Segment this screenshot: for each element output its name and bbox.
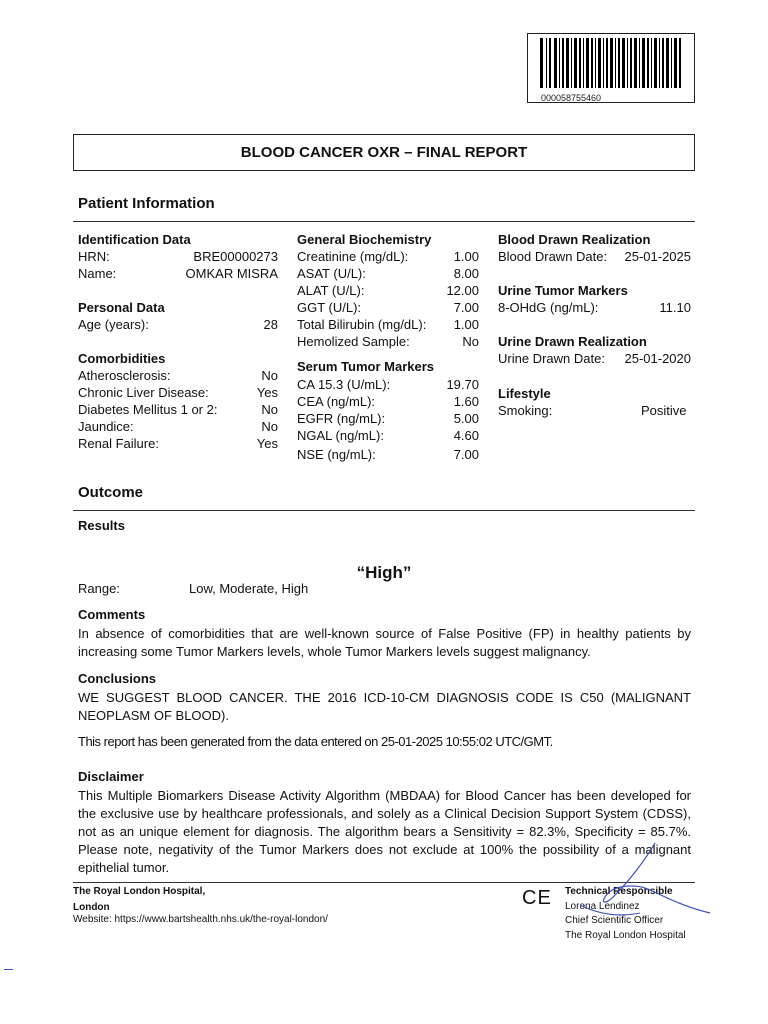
biochemistry-row [297, 266, 479, 282]
comorbidity-row [78, 368, 278, 384]
biochemistry-value: No [462, 334, 479, 349]
comments-text: In absence of comorbidities that are well-known source of False Positive (FP) in healthy patients by increasing some Tumor Markers levels, whole Tumor Markers levels suggest malignancy. [78, 626, 691, 659]
serum-marker-label: CEA (ng/mL): [297, 394, 376, 409]
age-row [78, 317, 278, 333]
serum-marker-label: EGFR (ng/mL): [297, 411, 386, 426]
patient-information-heading: Patient Information [78, 195, 215, 212]
biochemistry-label: Total Bilirubin (mg/dL): [297, 317, 427, 332]
biochemistry-value: 12.00 [446, 283, 479, 298]
biochemistry-row [297, 249, 479, 265]
general-biochemistry-heading: General Biochemistry [297, 232, 432, 247]
age-label: Age (years): [78, 317, 149, 332]
comorbidity-row [78, 385, 278, 401]
hrn-value: BRE00000273 [193, 249, 278, 264]
serum-marker-label: NGAL (ng/mL): [297, 428, 384, 443]
comorbidity-value: No [261, 368, 278, 383]
disclaimer-heading: Disclaimer [78, 769, 144, 784]
range-value: Low, Moderate, High [189, 581, 309, 596]
name-row [78, 266, 278, 282]
tech-responsible-heading: Technical Responsible [565, 886, 673, 897]
margin-mark [4, 969, 13, 970]
serum-marker-row [297, 447, 479, 463]
disclaimer-text: This Multiple Biomarkers Disease Activity Algorithm (MBDAA) for Blood Cancer has been developed for the exclusive use by healthcare professionals, and solely as a Clinical Decision Support System (CDSS), not as an unique element for diagnosis. The algorithm bears a Sensitivity = 82.3%, Specificity = 85.7%. Please note, negativity of the Tumor Markers does not exclude at 100% the possibility of a malignant epithelial tumor. [78, 788, 691, 875]
comorbidity-value: No [261, 402, 278, 417]
patient-column-3 [498, 232, 691, 419]
biochemistry-label: GGT (U/L): [297, 300, 362, 315]
blood-drawn-heading: Blood Drawn Realization [498, 232, 651, 247]
comorbidities-heading: Comorbidities [78, 351, 166, 366]
serum-tumor-markers-heading: Serum Tumor Markers [297, 359, 435, 374]
tech-role: Chief Scientific Officer [565, 915, 664, 926]
serum-marker-row [297, 377, 479, 393]
comorbidity-value: Yes [256, 385, 278, 400]
personal-heading: Personal Data [78, 300, 165, 315]
divider [73, 510, 695, 511]
urine-drawn-row [498, 351, 691, 367]
lifestyle-heading: Lifestyle [498, 386, 551, 401]
outcome-heading: Outcome [78, 484, 144, 501]
urine-marker-label: 8-OHdG (ng/mL): [498, 300, 599, 315]
urine-drawn-heading: Urine Drawn Realization [498, 334, 647, 349]
divider [73, 221, 695, 222]
biochemistry-label: Hemolized Sample: [297, 334, 410, 349]
ce-mark-icon: CE [522, 887, 552, 909]
comorbidity-label: Chronic Liver Disease: [78, 385, 209, 400]
identification-heading: Identification Data [78, 232, 191, 247]
urine-drawn-value: 25-01-2020 [624, 351, 691, 366]
blood-drawn-row [498, 249, 691, 265]
biochemistry-label: ASAT (U/L): [297, 266, 366, 281]
conclusions-text: WE SUGGEST BLOOD CANCER. THE 2016 ICD-10-CM DIAGNOSIS CODE IS C50 (MALIGNANT NEOPLASM OF BLOOD). [78, 690, 691, 723]
serum-marker-value: 5.00 [453, 411, 479, 426]
patient-column-2 [297, 232, 479, 463]
serum-marker-value: 4.60 [453, 428, 479, 443]
comorbidity-row [78, 436, 278, 452]
result-value: “High” [356, 563, 412, 582]
patient-column-1 [78, 232, 278, 452]
smoking-label: Smoking: [498, 403, 553, 418]
barcode-number: 000058755460 [541, 93, 602, 103]
hrn-label: HRN: [78, 249, 110, 264]
smoking-value: Positive [641, 403, 687, 418]
serum-marker-value: 1.60 [453, 394, 479, 409]
tech-name: Lorena Lendinez [565, 901, 640, 912]
serum-marker-value: 19.70 [446, 377, 479, 392]
comments-heading: Comments [78, 607, 146, 622]
serum-marker-row [297, 411, 479, 427]
signature-icon [560, 835, 720, 925]
hospital-name: The Royal London Hospital, [73, 886, 206, 897]
website-text: Website: https://www.bartshealth.nhs.uk/the-royal-london/ [73, 914, 328, 925]
comorbidity-label: Renal Failure: [78, 436, 159, 451]
blood-drawn-label: Blood Drawn Date: [498, 249, 608, 264]
hrn-row [78, 249, 278, 265]
serum-marker-label: CA 15.3 (U/mL): [297, 377, 391, 392]
biochemistry-value: 1.00 [453, 249, 479, 264]
serum-marker-label: NSE (ng/mL): [297, 447, 376, 462]
barcode-icon [540, 38, 682, 90]
biochemistry-label: ALAT (U/L): [297, 283, 365, 298]
serum-marker-value: 7.00 [453, 447, 479, 462]
biochemistry-row [297, 317, 479, 333]
results-heading: Results [78, 518, 125, 533]
range-label: Range: [78, 581, 120, 596]
name-label: Name: [78, 266, 117, 281]
hospital-city: London [73, 902, 110, 913]
tech-org: The Royal London Hospital [565, 930, 686, 941]
biochemistry-row [297, 283, 479, 299]
comorbidity-row [78, 419, 278, 435]
comorbidity-label: Diabetes Mellitus 1 or 2: [78, 402, 218, 417]
blood-drawn-value: 25-01-2025 [624, 249, 691, 264]
name-value: OMKAR MISRA [185, 266, 278, 281]
comorbidity-value: Yes [256, 436, 278, 451]
biochemistry-value: 1.00 [453, 317, 479, 332]
urine-marker-value: 11.10 [659, 300, 691, 315]
comorbidity-value: No [261, 419, 278, 434]
comorbidity-row [78, 402, 278, 418]
comorbidity-label: Atherosclerosis: [78, 368, 171, 383]
serum-marker-row [297, 428, 479, 444]
biochemistry-value: 8.00 [453, 266, 479, 281]
smoking-row [498, 403, 691, 419]
biochemistry-value: 7.00 [453, 300, 479, 315]
biochemistry-row [297, 334, 479, 350]
age-value: 28 [263, 317, 278, 332]
generated-text: This report has been generated from the data entered on 25-01-2025 10:55:02 UTC/GMT. [78, 734, 553, 749]
serum-marker-row [297, 394, 479, 410]
conclusions-heading: Conclusions [78, 671, 157, 686]
biochemistry-label: Creatinine (mg/dL): [297, 249, 409, 264]
urine-drawn-label: Urine Drawn Date: [498, 351, 605, 366]
biochemistry-row [297, 300, 479, 316]
comorbidity-label: Jaundice: [78, 419, 134, 434]
urine-tumor-markers-heading: Urine Tumor Markers [498, 283, 628, 298]
urine-marker-row [498, 300, 691, 316]
report-title: BLOOD CANCER OXR – FINAL REPORT [73, 134, 695, 171]
